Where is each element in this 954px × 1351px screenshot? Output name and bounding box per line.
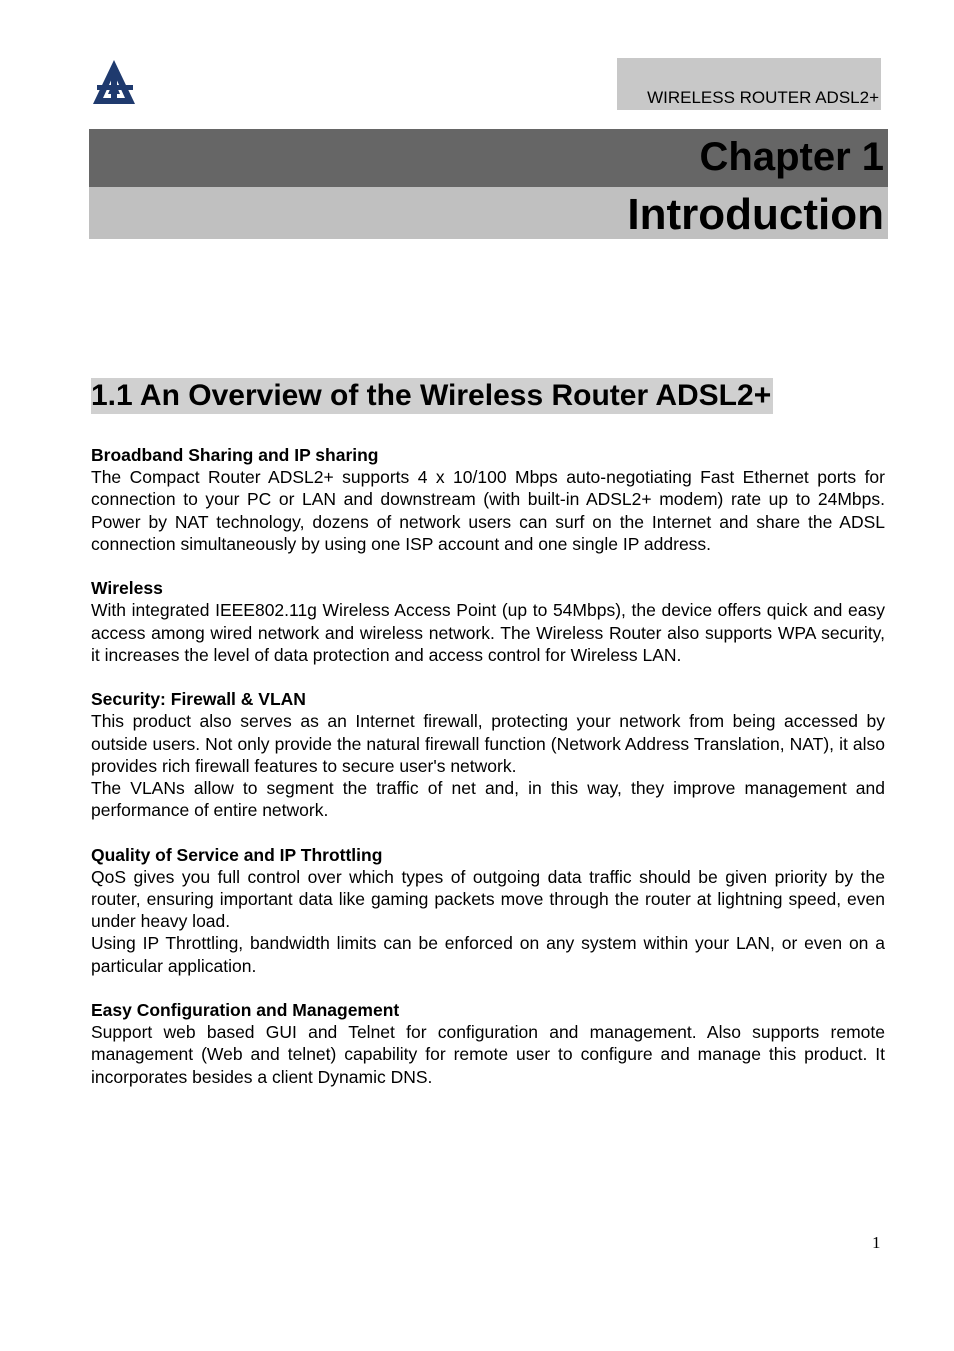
- block-paragraph: Using IP Throttling, bandwidth limits can be enforced on any system within your LAN, or even on a particular application.: [91, 933, 885, 976]
- header-product-label: WIRELESS ROUTER ADSL2+: [647, 88, 879, 107]
- content-block: [91, 688, 885, 821]
- content-block: [91, 844, 885, 977]
- page-number: 1: [872, 1233, 881, 1252]
- block-paragraph: QoS gives you full control over which types of outgoing data traffic should be given priority by the router, ensuring important data like gaming packets move through the router at lightning speed, even under heavy load.: [91, 866, 885, 932]
- chapter-title: Introduction: [627, 190, 884, 239]
- block-paragraph: With integrated IEEE802.11g Wireless Access Point (up to 54Mbps), the device offers quick and easy access among wired network and wireless network. The Wireless Router also supports WPA security, it increases the level of data protection and access control for Wireless LAN.: [91, 600, 885, 665]
- header-product-box: [617, 58, 881, 110]
- block-paragraph: This product also serves as an Internet firewall, protecting your network from being accessed by outside users. Not only provide the natural firewall function (Network Address Translation, NAT), it also provides rich firewall features to secure user's network.: [91, 711, 885, 776]
- chapter-title-bar: [89, 187, 888, 239]
- section-content: [91, 444, 885, 1110]
- block-heading: Quality of Service and IP Throttling: [91, 844, 383, 865]
- block-heading: Easy Configuration and Management: [91, 1000, 400, 1021]
- content-block: [91, 999, 885, 1088]
- block-paragraph: Support web based GUI and Telnet for configuration and management. Also supports remote management (Web and telnet) capability for remote user to configure and manage this product. It incorporates besides a client Dynamic DNS.: [91, 1022, 885, 1087]
- section-title: 1.1 An Overview of the Wireless Router ADSL2+: [91, 379, 772, 412]
- chapter-number: Chapter 1: [699, 135, 884, 179]
- content-block: [91, 444, 885, 555]
- block-heading: Security: Firewall & VLAN: [91, 689, 306, 710]
- block-paragraph: The VLANs allow to segment the traffic of net and, in this way, they improve management and performance of entire network.: [91, 778, 885, 821]
- block-paragraph: The Compact Router ADSL2+ supports 4 x 10/100 Mbps auto-negotiating Fast Ethernet ports for connection to your PC or LAN and downstream (with built-in ADSL2+ modem) rate up to 24Mbps. Power by NAT technology, dozens of network users can surf on the Internet and share the ADSL connection simultaneously by using one ISP account and one single IP address.: [91, 467, 885, 554]
- atlantis-logo-icon: [91, 58, 137, 106]
- block-heading: Broadband Sharing and IP sharing: [91, 445, 379, 465]
- block-heading: Wireless: [91, 578, 163, 599]
- chapter-number-bar: [89, 129, 888, 187]
- content-block: [91, 577, 885, 666]
